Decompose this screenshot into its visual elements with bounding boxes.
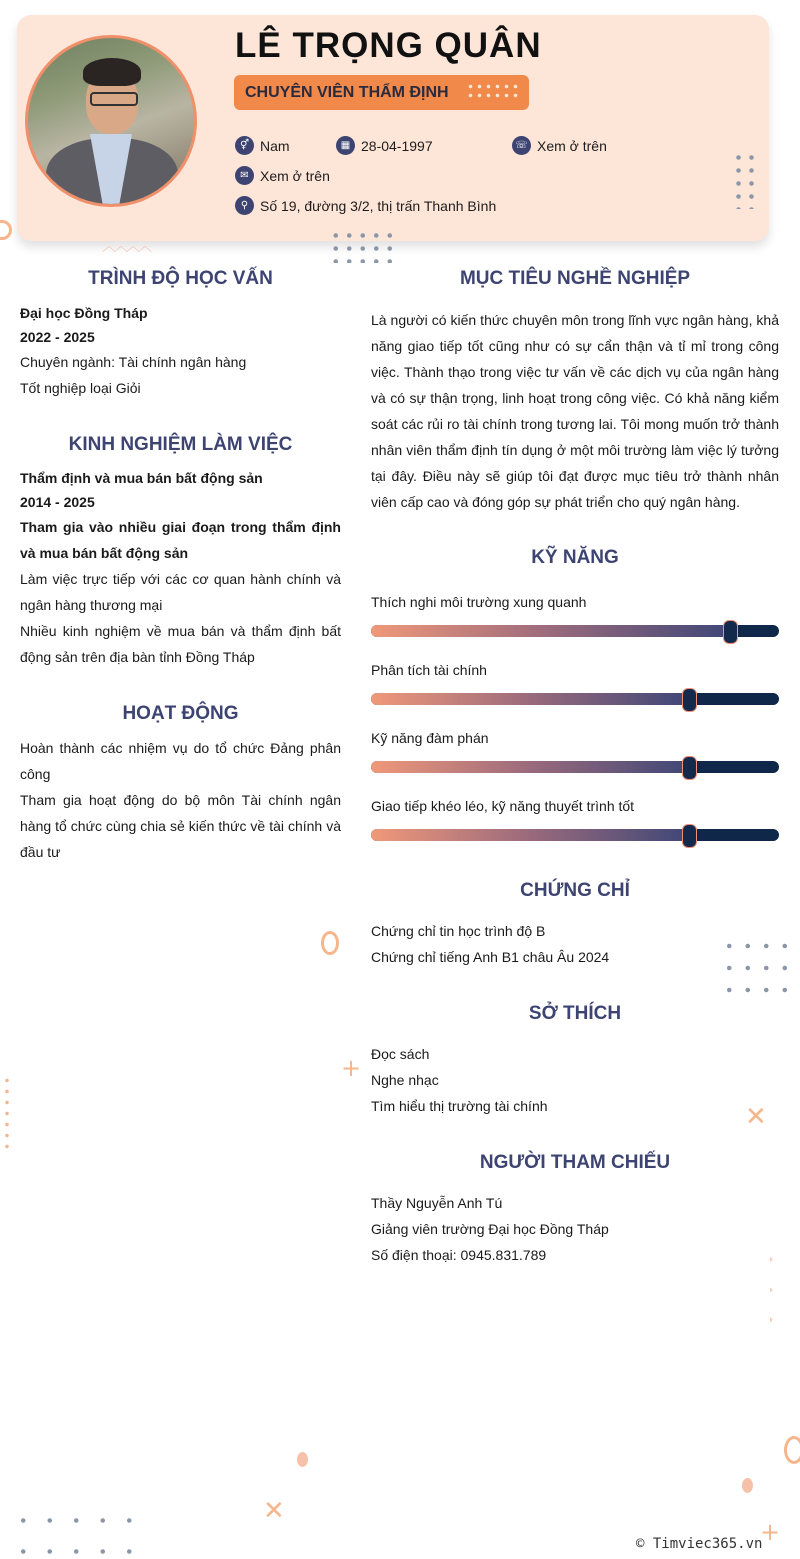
ring-decoration <box>784 1436 800 1464</box>
skill-slider-knob <box>682 824 697 848</box>
skills-title: KỸ NĂNG <box>531 547 619 568</box>
calendar-icon: ▦ <box>336 136 355 155</box>
objective-text: Là người có kiến thức chuyên môn trong lĩnh vực ngân hàng, khả năng giao tiếp tốt cũng như có sự cẩn thận và tỉ mỉ trong công việc. Thành thạo trong việc tư vấn về các dịch vụ của ngân hàng và có sự thận trọng, linh hoạt trong công việc. Có khả năng kiểm soát các rủi ro tài chính trong tương lai. Tôi mong muốn trở thành nhân viên thẩm định tín dụng ở một môi trường làm việc lý tưởng tại đây. Điều này sẽ giúp tôi đạt được mục tiêu trở thành nhân viên cấp cao và đóng góp sự phát triển cho quý ngân hàng. <box>371 312 779 510</box>
activity-item-2: Tham gia hoạt động do bộ môn Tài chính ngân hàng tổ chức cùng chia sẻ kiến thức về tài chính và đầu tư <box>20 792 341 860</box>
address-info <box>235 196 496 215</box>
skill-bar <box>371 693 779 705</box>
education-period: 2022 - 2025 <box>20 329 95 345</box>
skill-label: Kỹ năng đàm phán <box>371 730 489 746</box>
certificate-item-2: Chứng chỉ tiếng Anh B1 châu Âu 2024 <box>371 949 610 965</box>
birthday-info <box>336 136 433 155</box>
experience-role: Tham gia vào nhiều giai đoạn trong thẩm định và mua bán bất động sản <box>20 519 341 561</box>
skill-slider-knob <box>682 756 697 780</box>
phone-value: Xem ở trên <box>537 137 607 154</box>
activity-item-1: Hoàn thành các nhiệm vụ do tổ chức Đảng phân công <box>20 740 341 782</box>
experience-company: Thẩm định và mua bán bất động sản <box>20 470 263 486</box>
birthday-value: 28-04-1997 <box>361 137 433 154</box>
mail-icon: ✉ <box>235 166 254 185</box>
dot-decoration <box>297 1452 308 1467</box>
skill-bar <box>371 829 779 841</box>
candidate-name: LÊ TRỌNG QUÂN <box>235 26 542 65</box>
dots-decoration <box>2 1075 12 1151</box>
address-value: Số 19, đường 3/2, thị trấn Thanh Bình <box>260 197 497 214</box>
zigzag-decoration: ︿︿︿︿ <box>102 239 150 255</box>
experience-period: 2014 - 2025 <box>20 494 95 510</box>
pill-dots-decoration <box>466 82 522 102</box>
skill-bar <box>371 761 779 773</box>
experience-desc-1: Làm việc trực tiếp với các cơ quan hành chính và ngân hàng thương mại <box>20 571 341 613</box>
education-result: Tốt nghiệp loại Giỏi <box>20 380 141 396</box>
avatar <box>25 35 197 207</box>
experience-desc-2: Nhiều kinh nghiệm về mua bán và thẩm định bất động sản trên địa bàn tỉnh Đồng Tháp <box>20 623 341 665</box>
objective-title: MỤC TIÊU NGHỀ NGHIỆP <box>459 268 691 289</box>
hobby-item-2: Nghe nhạc <box>371 1072 439 1088</box>
plus-decoration: + <box>760 1518 781 1546</box>
gender-value: Nam <box>260 137 290 154</box>
skill-bar <box>371 625 779 637</box>
ring-decoration <box>0 220 12 240</box>
skill-label: Giao tiếp khéo léo, kỹ năng thuyết trình tốt <box>371 798 635 814</box>
activities-title: HOẠT ĐỘNG <box>122 703 239 724</box>
skill-label: Phân tích tài chính <box>371 662 487 678</box>
plus-decoration: + <box>341 1054 362 1082</box>
job-title-badge <box>234 75 529 110</box>
dots-decoration <box>720 935 792 997</box>
dot-decoration <box>742 1478 753 1493</box>
education-school: Đại học Đồng Tháp <box>20 305 148 321</box>
skill-slider-knob <box>723 620 738 644</box>
reference-phone: Số điện thoại: 0945.831.789 <box>371 1247 547 1263</box>
education-title: TRÌNH ĐỘ HỌC VẤN <box>88 268 273 289</box>
x-decoration: ✕ <box>745 1102 767 1132</box>
dots-decoration <box>10 1505 132 1555</box>
certificate-item-1: Chứng chỉ tin học trình độ B <box>371 923 546 939</box>
watermark: © Timviec365.vn <box>636 1536 763 1552</box>
skill-slider-knob <box>682 688 697 712</box>
references-title: NGƯỜI THAM CHIẾU <box>479 1152 671 1173</box>
skill-label: Thích nghi môi trường xung quanh <box>371 594 587 610</box>
phone-info <box>512 136 607 155</box>
experience-title: KINH NGHIỆM LÀM VIỆC <box>68 434 293 455</box>
education-major: Chuyên ngành: Tài chính ngân hàng <box>20 354 247 370</box>
location-pin-icon: ⚲ <box>235 196 254 215</box>
x-decoration: ✕ <box>263 1496 285 1526</box>
ring-decoration <box>321 931 339 955</box>
zigzag-decoration <box>756 1245 773 1335</box>
header-dots-decoration <box>732 151 762 209</box>
reference-position: Giảng viên trường Đại học Đồng Tháp <box>371 1221 609 1237</box>
dots-decoration <box>329 229 395 263</box>
hobbies-title: SỞ THÍCH <box>528 1003 622 1024</box>
certificates-title: CHỨNG CHỈ <box>520 880 630 901</box>
email-info <box>235 166 330 185</box>
gender-info <box>235 136 290 155</box>
email-value: Xem ở trên <box>260 167 330 184</box>
job-title: CHUYÊN VIÊN THẨM ĐỊNH <box>245 84 449 101</box>
phone-icon: ☏ <box>512 136 531 155</box>
reference-name: Thầy Nguyễn Anh Tú <box>371 1195 503 1211</box>
hobby-item-3: Tìm hiểu thị trường tài chính <box>371 1098 548 1114</box>
gender-icon: ⚥ <box>235 136 254 155</box>
hobby-item-1: Đọc sách <box>371 1046 430 1062</box>
